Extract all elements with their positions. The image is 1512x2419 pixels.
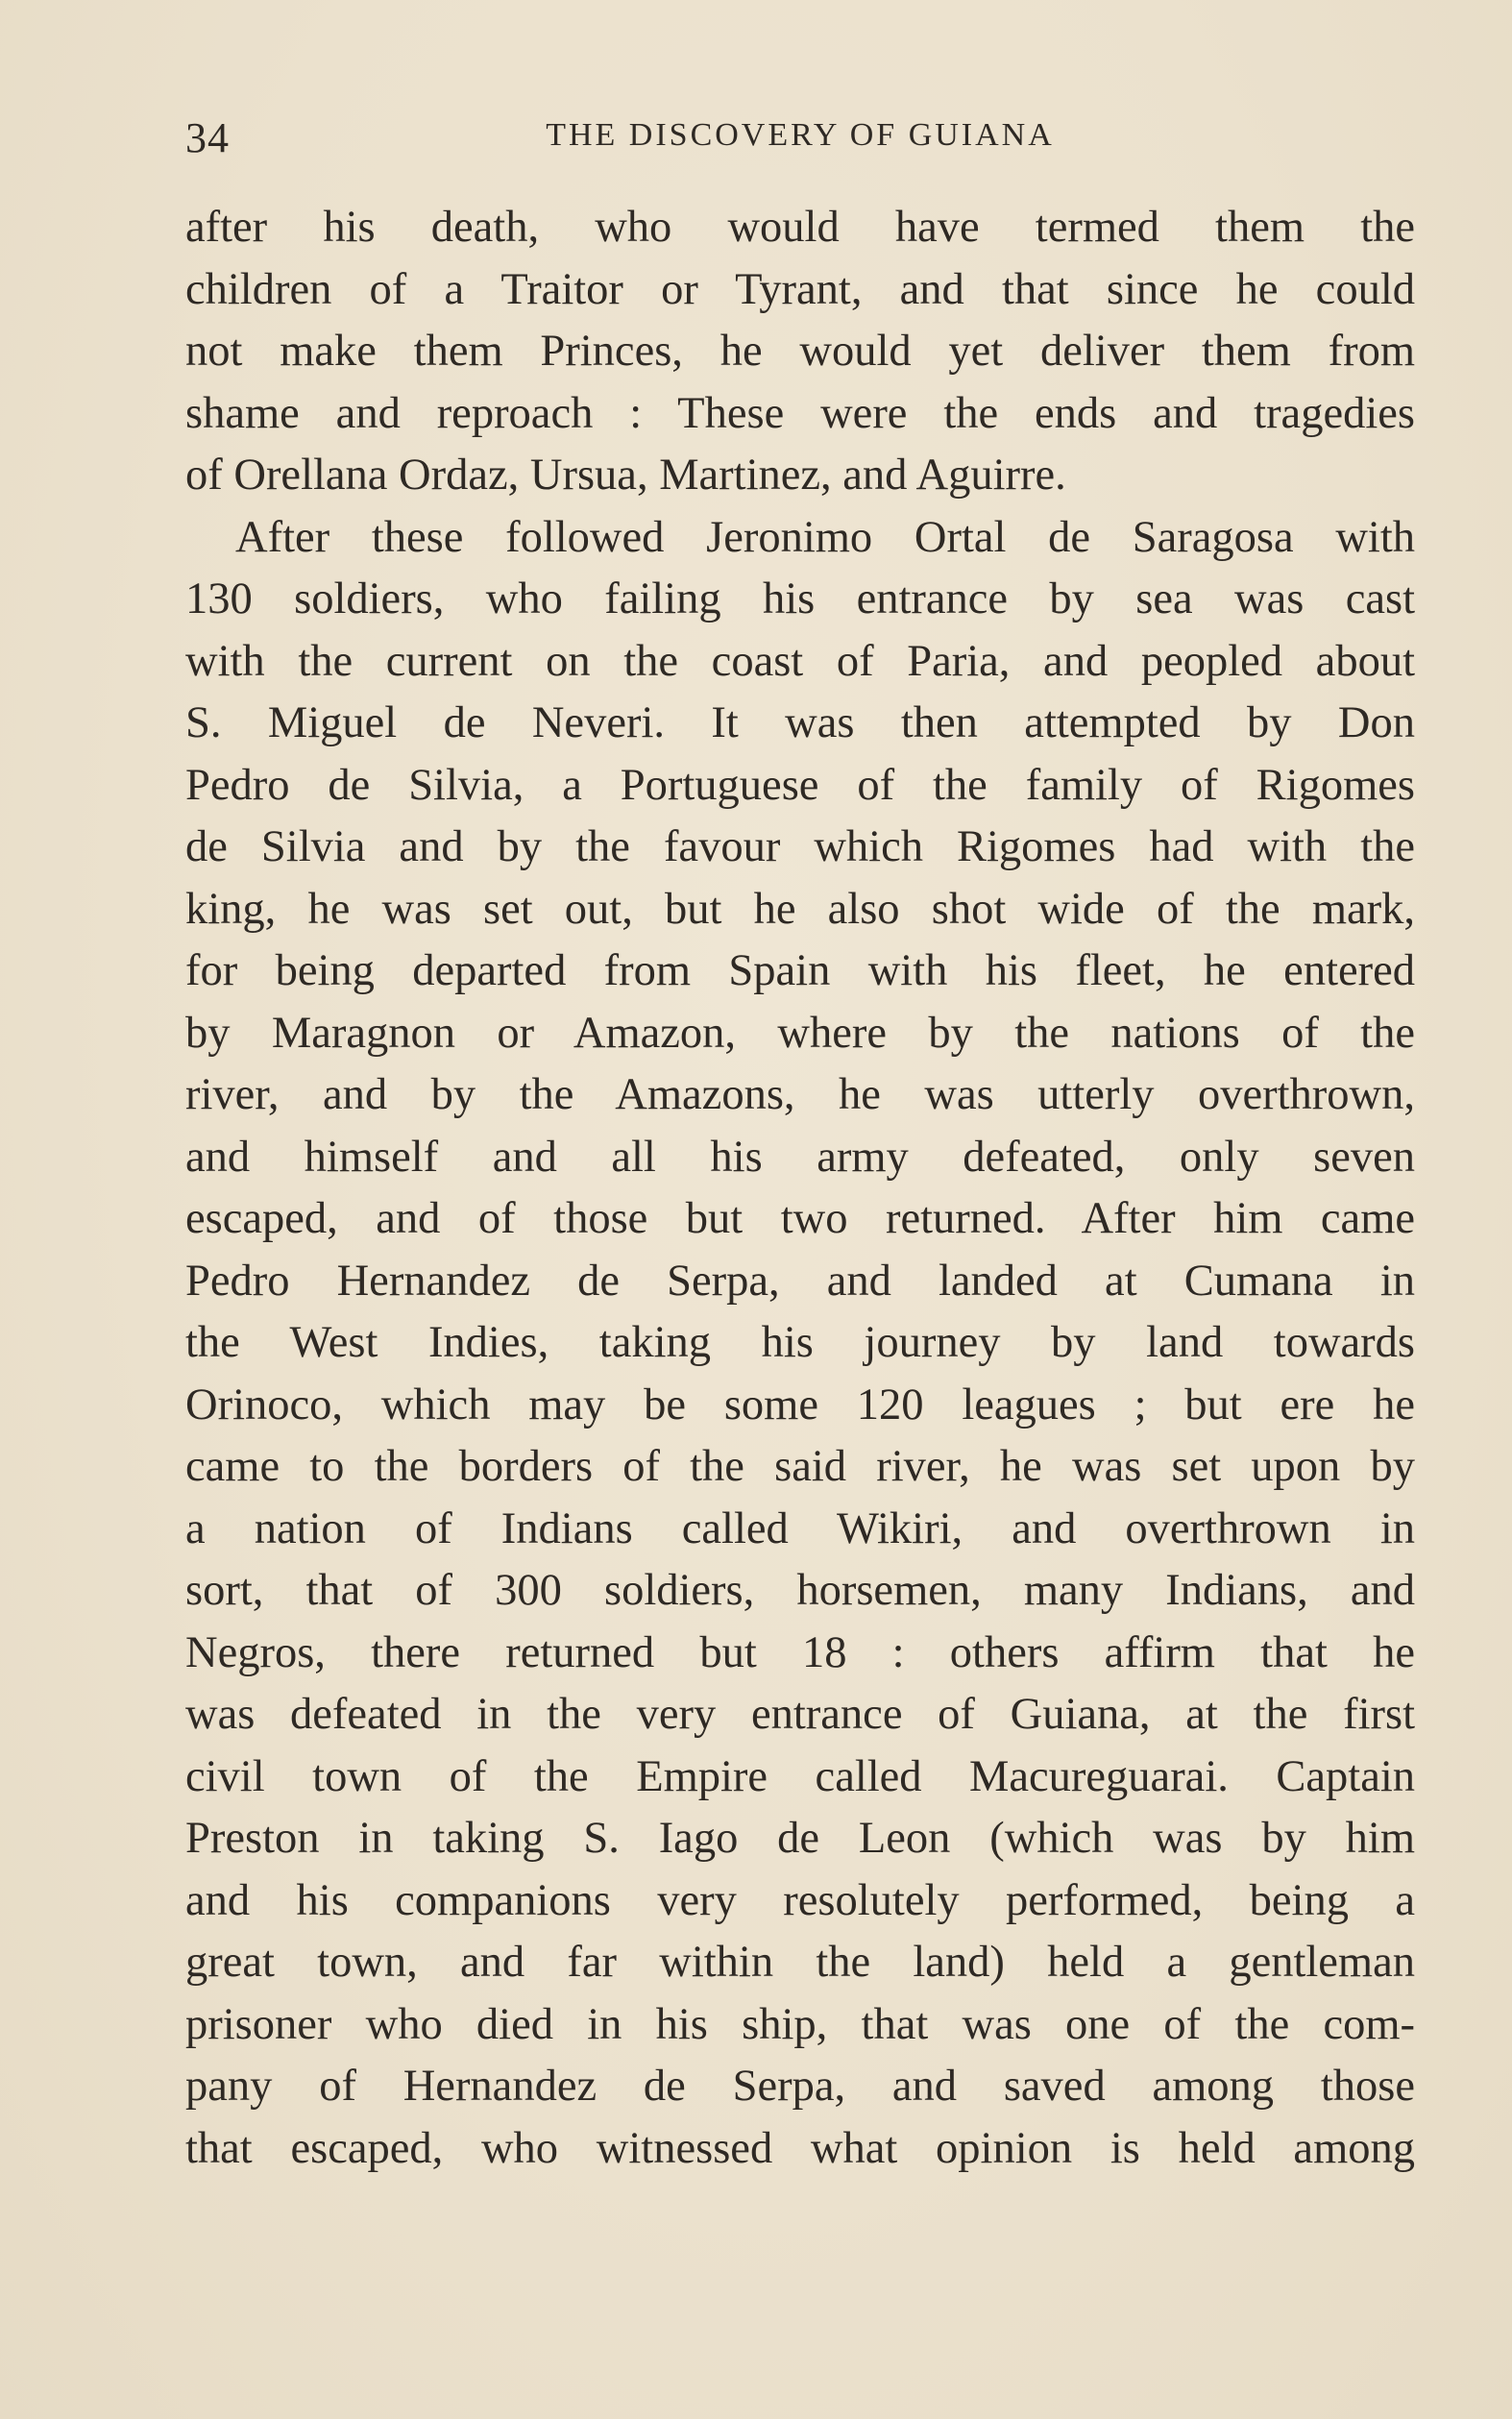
text-line: Preston in taking S. Iago de Leon (which was by him (185, 1814, 1415, 1863)
text-line: after his death, who would have termed them the (185, 203, 1415, 252)
text-line: the West Indies, taking his journey by land towards (185, 1318, 1415, 1367)
text-line: for being departed from Spain with his fleet, he entered (185, 946, 1415, 995)
text-line: Negros, there returned but 18 : others affirm that he (185, 1627, 1415, 1677)
text-line: and himself and all his army defeated, only seven (185, 1132, 1415, 1182)
text-line: escaped, and of those but two returned. After him came (185, 1194, 1415, 1243)
text-line: of Orellana Ordaz, Ursua, Martinez, and Aguirre. (185, 451, 1066, 500)
text-line: came to the borders of the said river, he was set upon by (185, 1442, 1415, 1491)
body-text (185, 197, 1415, 2180)
page-header (185, 108, 1415, 165)
text-line: river, and by the Amazons, he was utterly overthrown, (185, 1070, 1415, 1119)
text-line: great town, and far within the land) held a gentleman (185, 1938, 1415, 1987)
text-line: and his companions very resolutely performed, being a (185, 1875, 1415, 1925)
text-line: de Silvia and by the favour which Rigomes had with the (185, 822, 1415, 871)
running-title: THE DISCOVERY OF GUIANA (546, 117, 1055, 153)
text-line: not make them Princes, he would yet deliver them from (185, 327, 1415, 376)
text-line: 130 soldiers, who failing his entrance by sea was cast (185, 574, 1415, 623)
text-line: pany of Hernandez de Serpa, and saved among those (185, 2062, 1415, 2111)
text-line: sort, that of 300 soldiers, horsemen, many Indians, and (185, 1566, 1415, 1615)
text-line: Orinoco, which may be some 120 leagues ; but ere he (185, 1380, 1415, 1429)
text-line: civil town of the Empire called Macureguarai. Captain (185, 1751, 1415, 1801)
text-line: Pedro de Silvia, a Portuguese of the family of Rigomes (185, 760, 1415, 810)
text-line: S. Miguel de Neveri. It was then attempted by Don (185, 698, 1415, 747)
text-line: shame and reproach : These were the ends and tragedies (185, 388, 1415, 438)
text-line: a nation of Indians called Wikiri, and overthrown in (185, 1503, 1415, 1553)
text-line: with the current on the coast of Paria, and peopled about (185, 636, 1415, 686)
text-line: was defeated in the very entrance of Guiana, at the first (185, 1690, 1415, 1739)
text-line: children of a Traitor or Tyrant, and that since he could (185, 264, 1415, 314)
text-line: Pedro Hernandez de Serpa, and landed at Cumana in (185, 1256, 1415, 1306)
text-line: by Maragnon or Amazon, where by the nations of the (185, 1008, 1415, 1058)
page-number: 34 (185, 114, 230, 161)
text-line: that escaped, who witnessed what opinion is held among (185, 2123, 1415, 2173)
text-line: prisoner who died in his ship, that was one of the com- (185, 1999, 1415, 2049)
text-line: After these followed Jeronimo Ortal de Saragosa with (235, 512, 1415, 562)
text-line: king, he was set out, but he also shot wide of the mark, (185, 884, 1415, 934)
